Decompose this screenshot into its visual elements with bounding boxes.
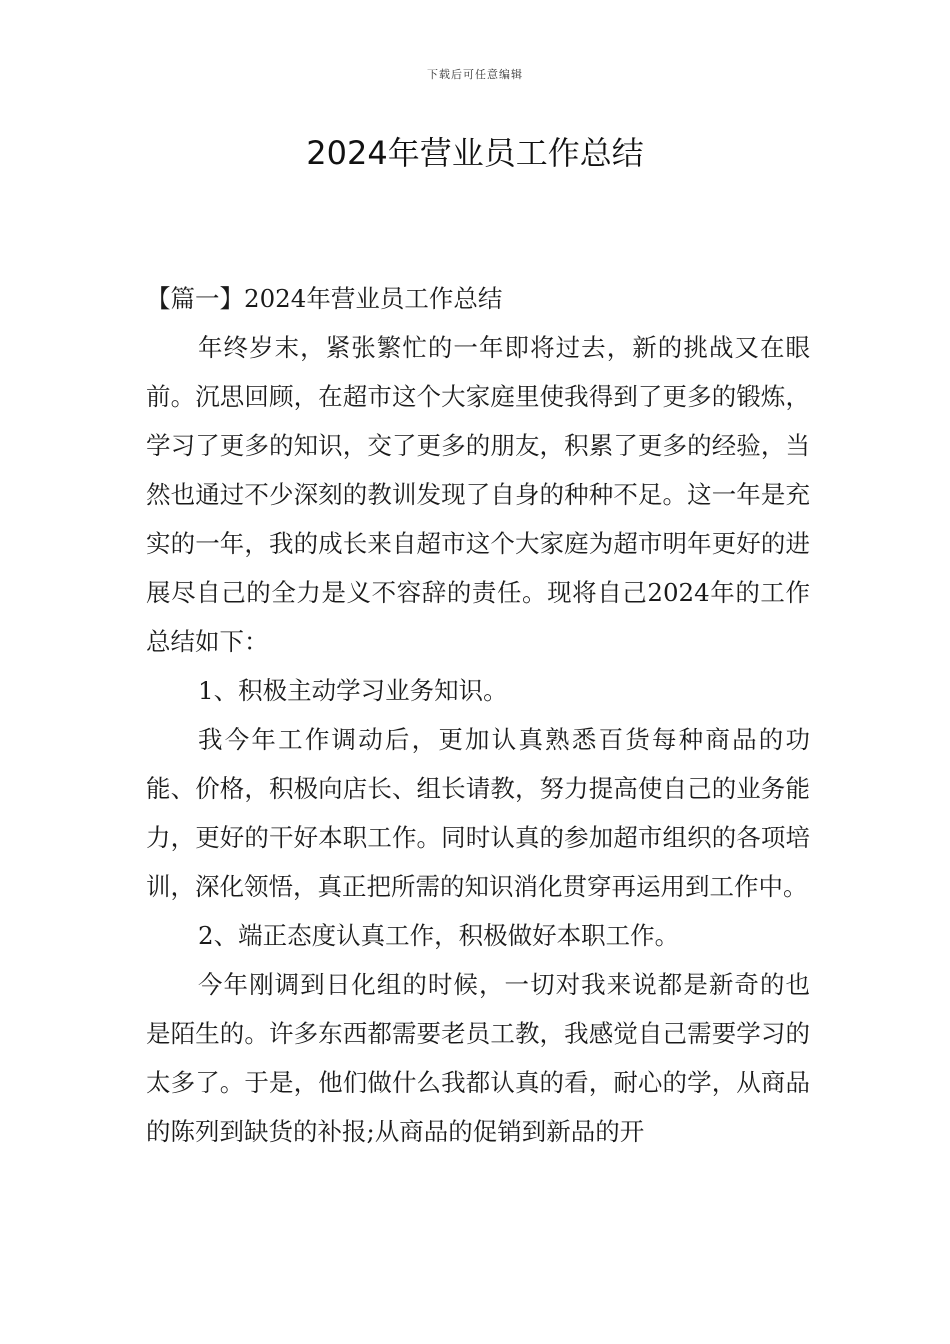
- paragraph-item-2-heading: 2、端正态度认真工作，积极做好本职工作。: [198, 921, 680, 950]
- document-body: [146, 274, 810, 1156]
- paragraph-item-1-body: 我今年工作调动后，更加认真熟悉百货每种商品的功能、价格，积极向店长、组长请教，努力提高使自己的业务能力，更好的干好本职工作。同时认真的参加超市组织的各项培训，深化领悟，真正把所需的知识消化贯穿再运用到工作中。: [146, 725, 810, 901]
- section-heading: 【篇一】2024年营业员工作总结: [146, 284, 503, 313]
- paragraph-item-2-body: 今年刚调到日化组的时候，一切对我来说都是新奇的也是陌生的。许多东西都需要老员工教，我感觉自己需要学习的太多了。于是，他们做什么我都认真的看，耐心的学，从商品的陈列到缺货的补报;从商品的促销到新品的开: [146, 970, 810, 1146]
- paragraph-intro: 年终岁末，紧张繁忙的一年即将过去，新的挑战又在眼前。沉思回顾，在超市这个大家庭里使我得到了更多的锻炼，学习了更多的知识，交了更多的朋友，积累了更多的经验，当然也通过不少深刻的教训发现了自身的种种不足。这一年是充实的一年，我的成长来自超市这个大家庭为超市明年更好的进展尽自己的全力是义不容辞的责任。现将自己2024年的工作总结如下：: [146, 333, 810, 656]
- paragraph-item-1-heading: 1、积极主动学习业务知识。: [198, 676, 508, 705]
- document-title: 2024年营业员工作总结: [306, 134, 644, 172]
- header-note: 下载后可任意编辑: [427, 68, 523, 81]
